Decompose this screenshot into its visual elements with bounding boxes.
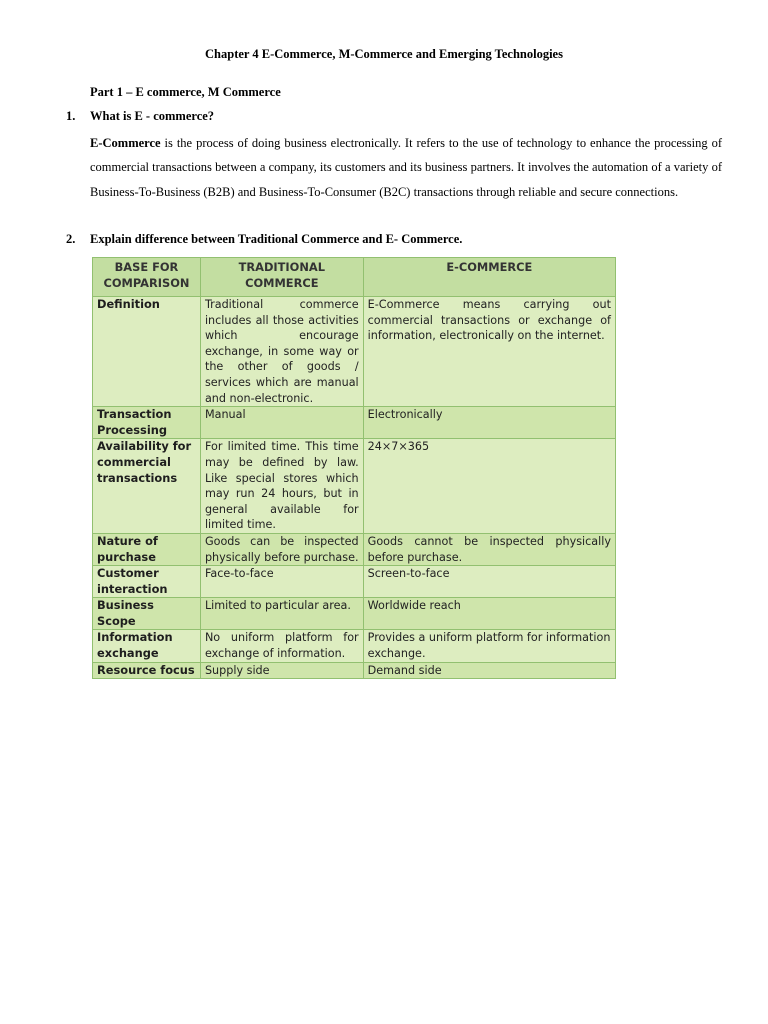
row-base: Nature of purchase bbox=[93, 533, 201, 565]
row-base: Resource focus bbox=[93, 662, 201, 679]
row-traditional: Manual bbox=[200, 407, 363, 439]
header-traditional: TRADITIONAL COMMERCE bbox=[200, 258, 363, 297]
question-2 bbox=[66, 232, 462, 247]
row-ecommerce: E-Commerce means carrying out commercial transactions or exchange of information, electronically on the internet. bbox=[363, 297, 615, 407]
row-traditional: For limited time. This time may be defined by law. Like special stores which may run 24 hours, but in general available for limited time. bbox=[200, 439, 363, 534]
row-base: Customer interaction bbox=[93, 566, 201, 598]
row-base: Availability for commercial transactions bbox=[93, 439, 201, 534]
part-heading: Part 1 – E commerce, M Commerce bbox=[90, 85, 281, 99]
table-row bbox=[93, 566, 616, 598]
row-ecommerce: 24×7×365 bbox=[363, 439, 615, 534]
table-row bbox=[93, 439, 616, 534]
table-row bbox=[93, 662, 616, 679]
answer-term: E-Commerce bbox=[90, 136, 161, 150]
question-text: What is E - commerce? bbox=[90, 109, 215, 123]
table-row bbox=[93, 533, 616, 565]
answer-1 bbox=[90, 131, 722, 204]
answer-text: is the process of doing business electronically. It refers to the use of technology to enhance the processing of commercial transactions between a company, its customers and its business partners. It involves the automation of a variety of Business-To-Business (B2B) and Business-To-Consumer (B2C) transactions through reliable and secure connections. bbox=[90, 136, 722, 199]
row-ecommerce: Screen-to-face bbox=[363, 566, 615, 598]
row-base: Transaction Processing bbox=[93, 407, 201, 439]
row-base: Information exchange bbox=[93, 630, 201, 662]
table-row bbox=[93, 297, 616, 407]
row-traditional: No uniform platform for exchange of information. bbox=[200, 630, 363, 662]
question-number: 1. bbox=[66, 109, 76, 123]
question-text: Explain difference between Traditional Commerce and E- Commerce. bbox=[90, 232, 463, 246]
table-header-row bbox=[93, 258, 616, 297]
row-ecommerce: Worldwide reach bbox=[363, 598, 615, 630]
header-ecommerce: E-COMMERCE bbox=[363, 258, 615, 297]
row-traditional: Face-to-face bbox=[200, 566, 363, 598]
table-row bbox=[93, 407, 616, 439]
comparison-table bbox=[92, 257, 616, 679]
header-base: BASE FOR COMPARISON bbox=[93, 258, 201, 297]
question-number: 2. bbox=[66, 232, 76, 246]
row-ecommerce: Goods cannot be inspected physically before purchase. bbox=[363, 533, 615, 565]
chapter-title: Chapter 4 E-Commerce, M-Commerce and Emerging Technologies bbox=[205, 47, 563, 61]
row-ecommerce: Demand side bbox=[363, 662, 615, 679]
row-ecommerce: Electronically bbox=[363, 407, 615, 439]
row-traditional: Limited to particular area. bbox=[200, 598, 363, 630]
row-traditional: Supply side bbox=[200, 662, 363, 679]
row-traditional: Goods can be inspected physically before purchase. bbox=[200, 533, 363, 565]
table-row bbox=[93, 598, 616, 630]
row-traditional: Traditional commerce includes all those activities which encourage exchange, in some way or the other of goods / services which are manual and non-electronic. bbox=[200, 297, 363, 407]
row-base: Definition bbox=[93, 297, 201, 407]
row-ecommerce: Provides a uniform platform for information exchange. bbox=[363, 630, 615, 662]
table-row bbox=[93, 630, 616, 662]
question-1 bbox=[66, 109, 214, 124]
row-base: Business Scope bbox=[93, 598, 201, 630]
